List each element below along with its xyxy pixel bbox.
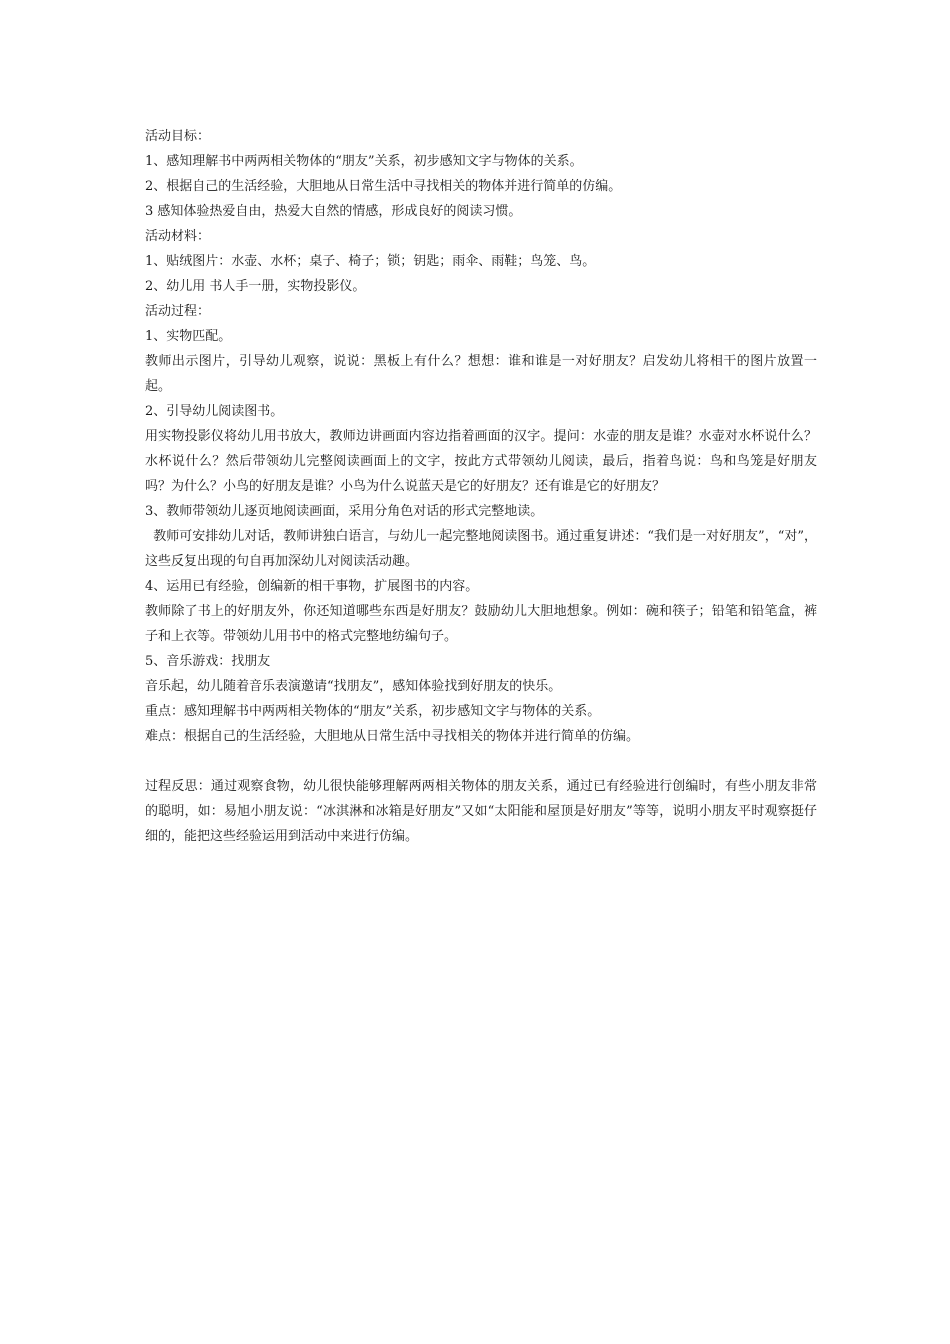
document-body bbox=[145, 124, 817, 849]
step-2-text: 用实物投影仪将幼儿用书放大，教师边讲画面内容边指着画面的汉字。提问：水壶的朋友是谁？水壶对水杯说什么？水杯说什么？然后带领幼儿完整阅读画面上的文字，按此方式带领幼儿阅读，最后，指着鸟说：鸟和鸟笼是好朋友吗？为什么？小鸟的好朋友是谁？小鸟为什么说蓝天是它的好朋友？还有谁是它的好朋友？ bbox=[145, 429, 817, 494]
difficulty: 难点：根据自己的生活经验，大胆地从日常生活中寻找相关的物体并进行简单的仿编。 bbox=[145, 729, 640, 744]
step-1-text: 教师出示图片，引导幼儿观察，说说：黑板上有什么？想想：谁和谁是一对好朋友？启发幼儿将相干的图片放置一起。 bbox=[145, 354, 817, 394]
step-4-text: 教师除了书上的好朋友外，你还知道哪些东西是好朋友？鼓励幼儿大胆地想象。例如：碗和筷子；铅笔和铅笔盒，裤子和上衣等。带领幼儿用书中的格式完整地纺编句子。 bbox=[145, 604, 817, 644]
material-item-1: 1、贴绒图片：水壶、水杯；桌子、椅子；锁；钥匙；雨伞、雨鞋；鸟笼、鸟。 bbox=[145, 254, 596, 269]
goal-item-1: 1、感知理解书中两两相关物体的“朋友”关系，初步感知文字与物体的关系。 bbox=[145, 154, 583, 169]
material-heading: 活动材料： bbox=[145, 229, 211, 244]
step-5-text: 音乐起，幼儿随着音乐表演邀请“找朋友”，感知体验找到好朋友的快乐。 bbox=[145, 679, 562, 694]
goal-item-2: 2、根据自己的生活经验，大胆地从日常生活中寻找相关的物体并进行简单的仿编。 bbox=[145, 179, 622, 194]
step-5-title: 5、音乐游戏：找朋友 bbox=[145, 654, 271, 669]
step-4-title: 4、运用已有经验，创编新的相干事物，扩展图书的内容。 bbox=[145, 579, 479, 594]
step-3-text: 教师可安排幼儿对话，教师讲独白语言，与幼儿一起完整地阅读图书。通过重复讲述：“我们是一对好朋友”，“对”，这些反复出现的句自再加深幼儿对阅读活动趣。 bbox=[145, 529, 818, 569]
process-heading: 活动过程： bbox=[145, 304, 211, 319]
step-1-title: 1、实物匹配。 bbox=[145, 329, 232, 344]
goal-item-3: 3 感知体验热爱自由，热爱大自然的情感，形成良好的阅读习惯。 bbox=[145, 204, 522, 219]
paragraph-gap bbox=[145, 749, 817, 774]
step-2-title: 2、引导幼儿阅读图书。 bbox=[145, 404, 284, 419]
material-item-2: 2、幼儿用 书人手一册，实物投影仪。 bbox=[145, 279, 366, 294]
reflection: 过程反思：通过观察食物，幼儿很快能够理解两两相关物体的朋友关系，通过已有经验进行创编时，有些小朋友非常的聪明，如：易旭小朋友说：“冰淇淋和冰箱是好朋友”又如“太阳能和屋顶是好朋友”等等，说明小朋友平时观察挺仔细的，能把这些经验运用到活动中来进行仿编。 bbox=[145, 779, 817, 844]
key-point: 重点：感知理解书中两两相关物体的“朋友”关系，初步感知文字与物体的关系。 bbox=[145, 704, 601, 719]
step-3-title: 3、教师带领幼儿逐页地阅读画面，采用分角色对话的形式完整地读。 bbox=[145, 504, 544, 519]
goal-heading: 活动目标： bbox=[145, 129, 211, 144]
